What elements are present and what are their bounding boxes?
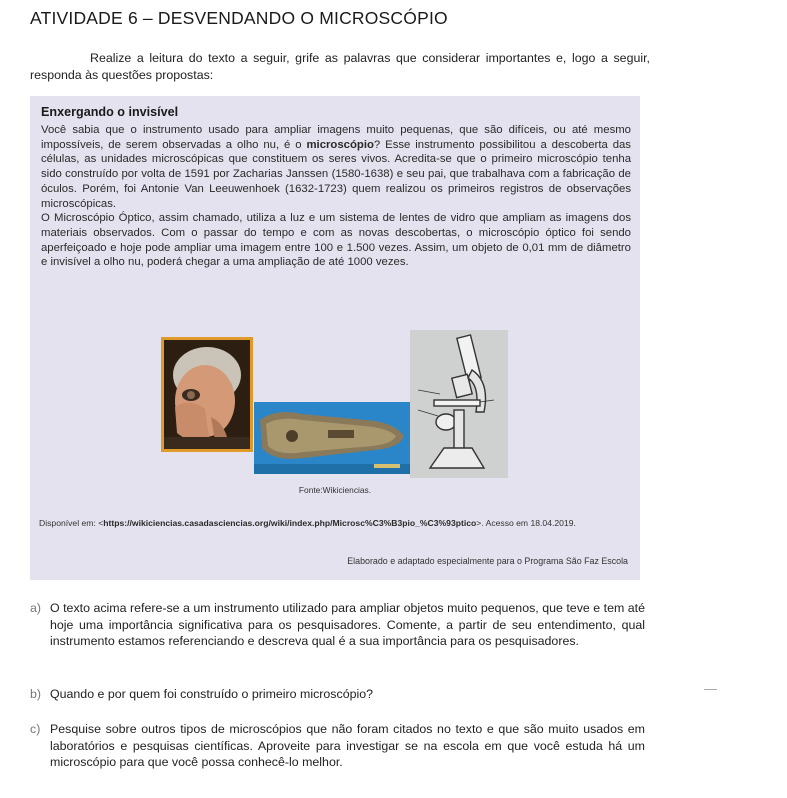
box-body (41, 123, 631, 270)
source-note: Disponível em: <https://wikiciencias.casadasciencias.org/wiki/index.php/Microsc%C3%B3pio_%C3%93ptico>. Acesso em 18.04.2019. (39, 518, 576, 528)
question-a-marker: a) (30, 601, 42, 615)
question-c-text: Pesquise sobre outros tipos de microscópios que não foram citados no texto e que são muito usados em laboratórios e pesquisas científicas. Aproveite para investigar se na escola em que você estuda há um microscópio para que você possa conhecê-lo melhor. (50, 722, 645, 770)
microscopio-bold: microscópio (306, 138, 374, 151)
box-paragraph-1: Você sabia que o instrumento usado para ampliar imagens muito pequenas, que são difíceis, ou até mesmo impossíveis, de serem observadas a olho nu, é o microscópio? Esse instrumento possibilitou a descoberta das células, as unidades microscópicas que constituem os seres vivos. Acredita-se que o primeiro microscópio tenha sido construído por volta de 1591 por Zacharias Janssen (1580-1638) e seu pai, que trabalhava com a fabricação de óculos. Porém, foi Antonie Van Leeuwenhoek (1632-1723) quem realizou os primeiros registros de observações microscópicas. (41, 124, 631, 210)
intro-paragraph (30, 50, 650, 83)
question-b-marker: b) (30, 687, 42, 701)
source-link[interactable]: https://wikiciencias.casadasciencias.org/wiki/index.php/Microsc%C3%B3pio_%C3%93ptico (103, 518, 477, 528)
question-b (30, 686, 645, 703)
reading-box (30, 96, 640, 580)
question-a (30, 600, 645, 650)
microscope-drawing (410, 330, 508, 478)
page-title: ATIVIDADE 6 – DESVENDANDO O MICROSCÓPIO (30, 8, 448, 28)
intro-text: Realize a leitura do texto a seguir, grife as palavras que considerar importantes e, logo a seguir, responda às questões propostas: (30, 51, 650, 82)
stray-mark (704, 689, 717, 690)
question-c-marker: c) (30, 722, 41, 736)
question-c (30, 721, 645, 771)
early-microscope-photo (254, 402, 410, 474)
question-b-text: Quando e por quem foi construído o primeiro microscópio? (50, 687, 374, 701)
box-paragraph-2: O Microscópio Óptico, assim chamado, utiliza a luz e um sistema de lentes de vidro que ampliam as imagens dos materiais observados. Com o passar do tempo e com as novas descobertas, o microscópio óptico foi sendo aperfeiçoado e hoje pode ampliar uma imagem entre 100 e 1.500 vezes. Assim, um objeto de 0,01 mm de diâmetro e invisível a olho nu, poderá chegar a uma ampliação de até 1000 vezes. (41, 212, 631, 269)
figure-caption: Fonte:Wikiciencias. (298, 485, 372, 495)
portrait-photo (161, 337, 253, 452)
credit-note: Elaborado e adaptado especialmente para o Programa São Faz Escola (347, 556, 628, 566)
box-heading: Enxergando o invisível (41, 105, 179, 119)
question-a-text: O texto acima refere-se a um instrumento utilizado para ampliar objetos muito pequenos, que teve e tem até hoje uma importância significativa para os pesquisadores. Comente, a partir de seu entendimento, qual instrumento estamos referenciando e descreva qual é a sua importância para os pesquisadores. (50, 601, 645, 649)
